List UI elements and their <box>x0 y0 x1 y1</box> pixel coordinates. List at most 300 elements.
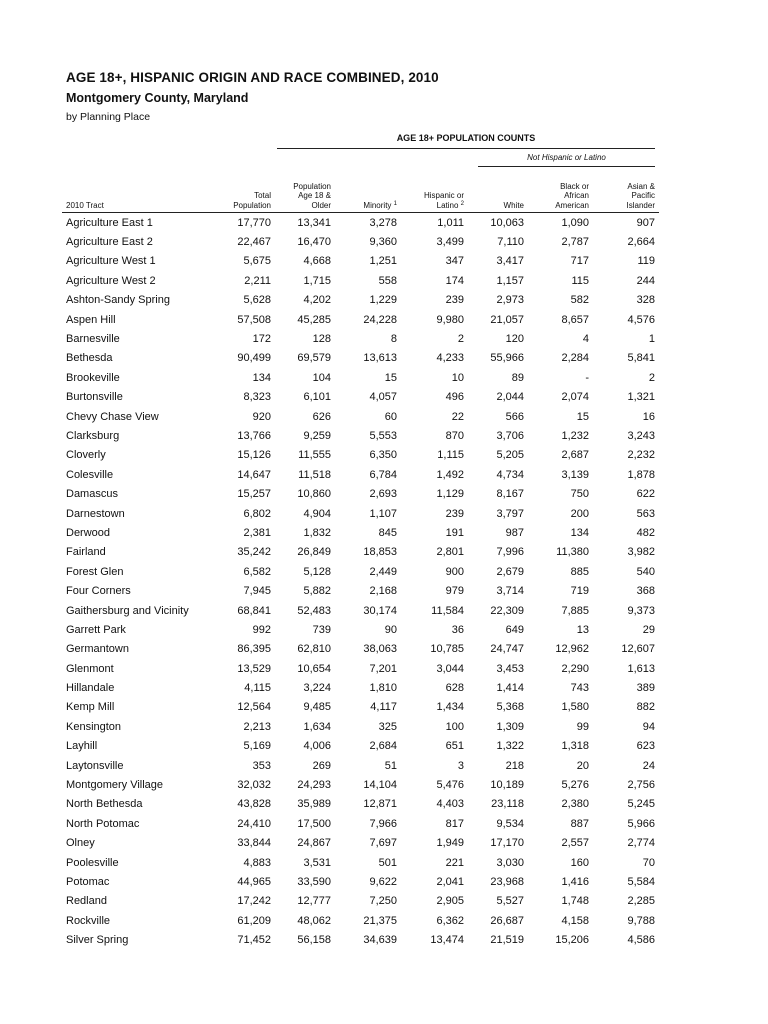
table-row <box>62 581 659 600</box>
table-row <box>62 310 659 329</box>
value-cell: 8,167 <box>496 488 524 501</box>
value-cell: 26,849 <box>297 546 331 559</box>
value-cell: 30,174 <box>363 604 397 617</box>
value-cell: 9,485 <box>303 701 331 714</box>
value-cell: 23,118 <box>491 798 524 811</box>
value-cell: 43,828 <box>237 798 271 811</box>
value-cell: 719 <box>570 585 589 598</box>
value-cell: - <box>585 371 589 384</box>
value-cell: 14,104 <box>363 779 397 792</box>
value-cell: 20 <box>576 759 589 772</box>
value-cell: 2,290 <box>561 662 589 675</box>
value-cell: 32,032 <box>237 779 271 792</box>
value-cell: 3,139 <box>561 468 589 481</box>
tract-name-cell: Garrett Park <box>66 623 126 636</box>
tract-name-cell: Forest Glen <box>66 565 124 578</box>
value-cell: 71,452 <box>237 934 271 947</box>
value-cell: 328 <box>636 294 655 307</box>
value-cell: 70 <box>642 856 655 869</box>
value-cell: 7,945 <box>243 585 271 598</box>
value-cell: 5,527 <box>496 895 524 908</box>
value-cell: 2 <box>648 371 655 384</box>
column-group-rule <box>277 148 655 149</box>
table-row <box>62 853 659 872</box>
tract-name-cell: Hillandale <box>66 682 115 695</box>
value-cell: 4,904 <box>303 507 331 520</box>
value-cell: 2,074 <box>561 391 589 404</box>
value-cell: 7,110 <box>497 236 524 249</box>
value-cell: 6,582 <box>243 565 271 578</box>
tract-name-cell: Laytonsville <box>66 759 124 772</box>
value-cell: 55,966 <box>490 352 524 365</box>
value-cell: 2,774 <box>627 837 655 850</box>
value-cell: 2,687 <box>561 449 589 462</box>
value-cell: 3 <box>457 759 464 772</box>
value-cell: 2,684 <box>369 740 397 753</box>
value-cell: 3,797 <box>496 507 524 520</box>
value-cell: 9,622 <box>369 875 397 888</box>
value-cell: 45,285 <box>297 313 331 326</box>
value-cell: 239 <box>445 507 464 520</box>
value-cell: 35,989 <box>297 798 331 811</box>
value-cell: 582 <box>570 294 589 307</box>
table-row <box>62 426 659 445</box>
table-row <box>62 737 659 756</box>
page-subtitle: Montgomery County, Maryland <box>66 91 249 105</box>
value-cell: 33,844 <box>237 837 271 850</box>
header-total-population: Total Population <box>217 174 275 213</box>
value-cell: 24,228 <box>363 313 397 326</box>
value-cell: 845 <box>378 526 397 539</box>
value-cell: 566 <box>505 410 524 423</box>
value-cell: 7,966 <box>369 817 397 830</box>
value-cell: 2,664 <box>627 236 655 249</box>
value-cell: 9,534 <box>496 817 524 830</box>
value-cell: 5,205 <box>496 449 524 462</box>
value-cell: 174 <box>445 274 464 287</box>
value-cell: 99 <box>576 720 589 733</box>
value-cell: 7,996 <box>496 546 524 559</box>
value-cell: 12,607 <box>621 643 655 656</box>
table-row <box>62 523 659 542</box>
value-cell: 10 <box>451 371 464 384</box>
tract-name-cell: Kemp Mill <box>66 701 115 714</box>
tract-name-cell: Agriculture East 2 <box>66 236 153 249</box>
value-cell: 6,101 <box>303 391 331 404</box>
value-cell: 62,810 <box>297 643 331 656</box>
value-cell: 649 <box>505 623 524 636</box>
value-cell: 68,841 <box>237 604 271 617</box>
value-cell: 558 <box>378 274 397 287</box>
value-cell: 2,679 <box>496 565 524 578</box>
value-cell: 239 <box>445 294 464 307</box>
value-cell: 1,232 <box>561 429 589 442</box>
value-cell: 3,224 <box>303 682 331 695</box>
table-row <box>62 775 659 794</box>
tract-name-cell: Kensington <box>66 720 122 733</box>
value-cell: 2 <box>457 333 464 346</box>
value-cell: 7,885 <box>561 604 589 617</box>
value-cell: 120 <box>505 333 524 346</box>
value-cell: 496 <box>445 391 464 404</box>
value-cell: 6,784 <box>369 468 397 481</box>
value-cell: 623 <box>636 740 655 753</box>
value-cell: 23,968 <box>490 875 524 888</box>
value-cell: 4,115 <box>244 682 271 695</box>
header-tract: 2010 Tract <box>62 174 217 213</box>
value-cell: 9,259 <box>303 429 331 442</box>
value-cell: 2,041 <box>436 875 464 888</box>
value-cell: 12,871 <box>363 798 397 811</box>
value-cell: 12,777 <box>297 895 331 908</box>
value-cell: 13,529 <box>237 662 271 675</box>
header-minority: Minority $^1$ <box>335 174 401 213</box>
table-row <box>62 368 659 387</box>
header-white: White <box>468 174 528 213</box>
population-table <box>62 174 659 950</box>
value-cell: 540 <box>636 565 655 578</box>
value-cell: 17,500 <box>297 817 331 830</box>
value-cell: 15 <box>384 371 397 384</box>
value-cell: 1,748 <box>561 895 589 908</box>
header-population-18: Population Age 18 & Older <box>275 174 335 213</box>
value-cell: 1 <box>648 333 655 346</box>
tract-name-cell: Agriculture West 1 <box>66 255 156 268</box>
value-cell: 52,483 <box>297 604 331 617</box>
value-cell: 3,417 <box>496 255 524 268</box>
value-cell: 1,634 <box>303 720 331 733</box>
value-cell: 24 <box>642 759 655 772</box>
tract-name-cell: Montgomery Village <box>66 779 164 792</box>
tract-name-cell: Poolesville <box>66 856 119 869</box>
table-row <box>62 601 659 620</box>
value-cell: 10,654 <box>297 662 331 675</box>
table-row <box>62 543 659 562</box>
value-cell: 817 <box>445 817 464 830</box>
tract-name-cell: Brookeville <box>66 371 120 384</box>
value-cell: 17,770 <box>237 216 271 229</box>
table-row <box>62 271 659 290</box>
value-cell: 13,341 <box>297 216 331 229</box>
tract-name-cell: Redland <box>66 895 107 908</box>
value-cell: 10,785 <box>430 643 464 656</box>
value-cell: 2,787 <box>561 236 589 249</box>
value-cell: 4,883 <box>243 856 271 869</box>
value-cell: 5,276 <box>561 779 589 792</box>
value-cell: 4,233 <box>436 352 464 365</box>
value-cell: 35,242 <box>237 546 271 559</box>
value-cell: 4,586 <box>627 934 655 947</box>
value-cell: 1,832 <box>303 526 331 539</box>
value-cell: 10,189 <box>490 779 524 792</box>
tract-name-cell: Layhill <box>66 740 98 753</box>
tract-name-cell: Fairland <box>66 546 106 559</box>
table-row <box>62 329 659 348</box>
value-cell: 368 <box>636 585 655 598</box>
value-cell: 4,158 <box>561 914 589 927</box>
value-cell: 9,360 <box>369 236 397 249</box>
value-cell: 5,553 <box>369 429 397 442</box>
value-cell: 717 <box>570 255 589 268</box>
value-cell: 4,006 <box>303 740 331 753</box>
tract-name-cell: Ashton-Sandy Spring <box>66 294 170 307</box>
header-asian: Asian & Pacific Islander <box>593 174 659 213</box>
column-group-label: AGE 18+ POPULATION COUNTS <box>396 133 536 143</box>
value-cell: 8 <box>390 333 397 346</box>
table-row <box>62 717 659 736</box>
value-cell: 628 <box>445 682 464 695</box>
value-cell: 353 <box>252 759 271 772</box>
value-cell: 2,449 <box>369 565 397 578</box>
value-cell: 15,257 <box>237 488 271 501</box>
value-cell: 5,169 <box>243 740 271 753</box>
value-cell: 1,309 <box>496 720 524 733</box>
value-cell: 26,687 <box>490 914 524 927</box>
value-cell: 3,243 <box>627 429 655 442</box>
tract-name-cell: Derwood <box>66 526 111 539</box>
value-cell: 90 <box>384 623 397 636</box>
page-title: AGE 18+, HISPANIC ORIGIN AND RACE COMBINED, 2010 <box>66 70 439 85</box>
value-cell: 2,381 <box>243 526 271 539</box>
value-cell: 134 <box>570 526 589 539</box>
value-cell: 5,966 <box>627 817 655 830</box>
value-cell: 2,801 <box>436 546 464 559</box>
value-cell: 3,044 <box>436 662 464 675</box>
table-row <box>62 659 659 678</box>
value-cell: 870 <box>445 429 464 442</box>
tract-name-cell: Burtonsville <box>66 391 123 404</box>
value-cell: 2,557 <box>561 837 589 850</box>
value-cell: 5,882 <box>303 585 331 598</box>
value-cell: 2,756 <box>627 779 655 792</box>
value-cell: 2,232 <box>627 449 655 462</box>
value-cell: 13 <box>576 623 589 636</box>
value-cell: 1,011 <box>437 216 464 229</box>
value-cell: 3,706 <box>496 429 524 442</box>
tract-name-cell: Olney <box>66 837 95 850</box>
value-cell: 979 <box>445 585 464 598</box>
table-row <box>62 407 659 426</box>
value-cell: 8,323 <box>243 391 271 404</box>
value-cell: 10,063 <box>490 216 524 229</box>
value-cell: 17,170 <box>490 837 524 850</box>
value-cell: 2,211 <box>244 274 271 287</box>
tract-name-cell: Agriculture East 1 <box>66 216 153 229</box>
value-cell: 11,380 <box>556 546 589 559</box>
tract-name-cell: Four Corners <box>66 585 131 598</box>
table-row <box>62 620 659 639</box>
value-cell: 24,293 <box>297 779 331 792</box>
value-cell: 1,416 <box>561 875 589 888</box>
value-cell: 29 <box>642 623 655 636</box>
value-cell: 2,380 <box>561 798 589 811</box>
value-cell: 7,250 <box>369 895 397 908</box>
value-cell: 21,375 <box>363 914 397 927</box>
value-cell: 12,564 <box>237 701 271 714</box>
value-cell: 3,982 <box>627 546 655 559</box>
tract-name-cell: Silver Spring <box>66 934 129 947</box>
table-row <box>62 252 659 271</box>
value-cell: 14,647 <box>237 468 271 481</box>
value-cell: 739 <box>312 623 331 636</box>
value-cell: 5,128 <box>303 565 331 578</box>
value-cell: 2,284 <box>561 352 589 365</box>
value-cell: 4,576 <box>627 313 655 326</box>
table-row <box>62 795 659 814</box>
table-row <box>62 911 659 930</box>
value-cell: 3,531 <box>303 856 331 869</box>
value-cell: 3,499 <box>436 236 464 249</box>
value-cell: 9,373 <box>627 604 655 617</box>
header-black: Black or African American <box>528 174 593 213</box>
value-cell: 4,668 <box>303 255 331 268</box>
tract-name-cell: Agriculture West 2 <box>66 274 156 287</box>
value-cell: 13,613 <box>363 352 397 365</box>
value-cell: 100 <box>445 720 464 733</box>
tract-name-cell: Germantown <box>66 643 129 656</box>
value-cell: 24,867 <box>297 837 331 850</box>
value-cell: 1,613 <box>627 662 655 675</box>
value-cell: 191 <box>445 526 464 539</box>
value-cell: 15,126 <box>237 449 271 462</box>
byline: by Planning Place <box>66 111 151 123</box>
value-cell: 1,492 <box>436 468 464 481</box>
value-cell: 94 <box>642 720 655 733</box>
table-row <box>62 814 659 833</box>
table-row <box>62 756 659 775</box>
table-row <box>62 930 659 949</box>
value-cell: 389 <box>636 682 655 695</box>
value-cell: 7,201 <box>369 662 397 675</box>
value-cell: 920 <box>252 410 271 423</box>
value-cell: 5,476 <box>436 779 464 792</box>
table-row <box>62 640 659 659</box>
table-header-row <box>62 174 659 213</box>
value-cell: 6,362 <box>436 914 464 927</box>
value-cell: 563 <box>636 507 655 520</box>
value-cell: 21,057 <box>490 313 524 326</box>
value-cell: 21,519 <box>490 934 524 947</box>
value-cell: 626 <box>312 410 331 423</box>
value-cell: 1,229 <box>369 294 397 307</box>
table-row <box>62 232 659 251</box>
value-cell: 325 <box>378 720 397 733</box>
value-cell: 1,129 <box>436 488 464 501</box>
value-cell: 3,030 <box>496 856 524 869</box>
value-cell: 36 <box>451 623 464 636</box>
table-row <box>62 678 659 697</box>
value-cell: 1,580 <box>561 701 589 714</box>
value-cell: 9,788 <box>627 914 655 927</box>
value-cell: 5,584 <box>627 875 655 888</box>
column-subgroup-label: Not Hispanic or Latino <box>527 153 606 162</box>
value-cell: 104 <box>312 371 331 384</box>
value-cell: 15,206 <box>555 934 589 947</box>
value-cell: 57,508 <box>237 313 271 326</box>
value-cell: 7,697 <box>369 837 397 850</box>
value-cell: 1,321 <box>627 391 655 404</box>
value-cell: 5,245 <box>627 798 655 811</box>
table-row <box>62 446 659 465</box>
table-row <box>62 504 659 523</box>
value-cell: 51 <box>384 759 397 772</box>
value-cell: 4,057 <box>369 391 397 404</box>
value-cell: 5,368 <box>496 701 524 714</box>
value-cell: 269 <box>312 759 331 772</box>
value-cell: 1,810 <box>369 682 397 695</box>
value-cell: 24,410 <box>237 817 271 830</box>
tract-name-cell: Aspen Hill <box>66 313 116 326</box>
value-cell: 1,251 <box>369 255 397 268</box>
value-cell: 482 <box>636 526 655 539</box>
value-cell: 16,470 <box>297 236 331 249</box>
value-cell: 11,584 <box>431 604 464 617</box>
value-cell: 4 <box>582 333 589 346</box>
value-cell: 501 <box>378 856 397 869</box>
value-cell: 1,878 <box>627 468 655 481</box>
value-cell: 24,747 <box>490 643 524 656</box>
value-cell: 5,841 <box>627 352 655 365</box>
value-cell: 17,242 <box>237 895 271 908</box>
value-cell: 4,403 <box>436 798 464 811</box>
value-cell: 11,518 <box>298 468 331 481</box>
table-row <box>62 698 659 717</box>
table-row <box>62 834 659 853</box>
value-cell: 56,158 <box>297 934 331 947</box>
table-body <box>62 213 659 950</box>
value-cell: 1,715 <box>303 274 331 287</box>
value-cell: 900 <box>445 565 464 578</box>
value-cell: 907 <box>636 216 655 229</box>
value-cell: 11,555 <box>298 449 331 462</box>
value-cell: 115 <box>571 274 589 287</box>
tract-name-cell: Clarksburg <box>66 429 120 442</box>
value-cell: 221 <box>445 856 464 869</box>
value-cell: 6,802 <box>243 507 271 520</box>
value-cell: 5,675 <box>243 255 271 268</box>
table-row <box>62 465 659 484</box>
value-cell: 5,628 <box>243 294 271 307</box>
value-cell: 200 <box>570 507 589 520</box>
value-cell: 3,714 <box>496 585 524 598</box>
value-cell: 48,062 <box>297 914 331 927</box>
value-cell: 61,209 <box>237 914 271 927</box>
tract-name-cell: Damascus <box>66 488 118 501</box>
table-row <box>62 388 659 407</box>
value-cell: 1,115 <box>437 449 464 462</box>
value-cell: 750 <box>570 488 589 501</box>
value-cell: 743 <box>570 682 589 695</box>
value-cell: 2,693 <box>369 488 397 501</box>
value-cell: 4,202 <box>303 294 331 307</box>
tract-name-cell: Chevy Chase View <box>66 410 159 423</box>
value-cell: 44,965 <box>237 875 271 888</box>
table-row <box>62 291 659 310</box>
value-cell: 15 <box>576 410 589 423</box>
value-cell: 1,318 <box>561 740 589 753</box>
value-cell: 16 <box>642 410 655 423</box>
value-cell: 160 <box>570 856 589 869</box>
value-cell: 4,734 <box>496 468 524 481</box>
value-cell: 60 <box>384 410 397 423</box>
value-cell: 3,278 <box>369 216 397 229</box>
value-cell: 89 <box>511 371 524 384</box>
value-cell: 8,657 <box>561 313 589 326</box>
tract-name-cell: Barnesville <box>66 333 120 346</box>
tract-name-cell: Cloverly <box>66 449 106 462</box>
column-subgroup-rule <box>478 166 655 167</box>
value-cell: 22,309 <box>490 604 524 617</box>
